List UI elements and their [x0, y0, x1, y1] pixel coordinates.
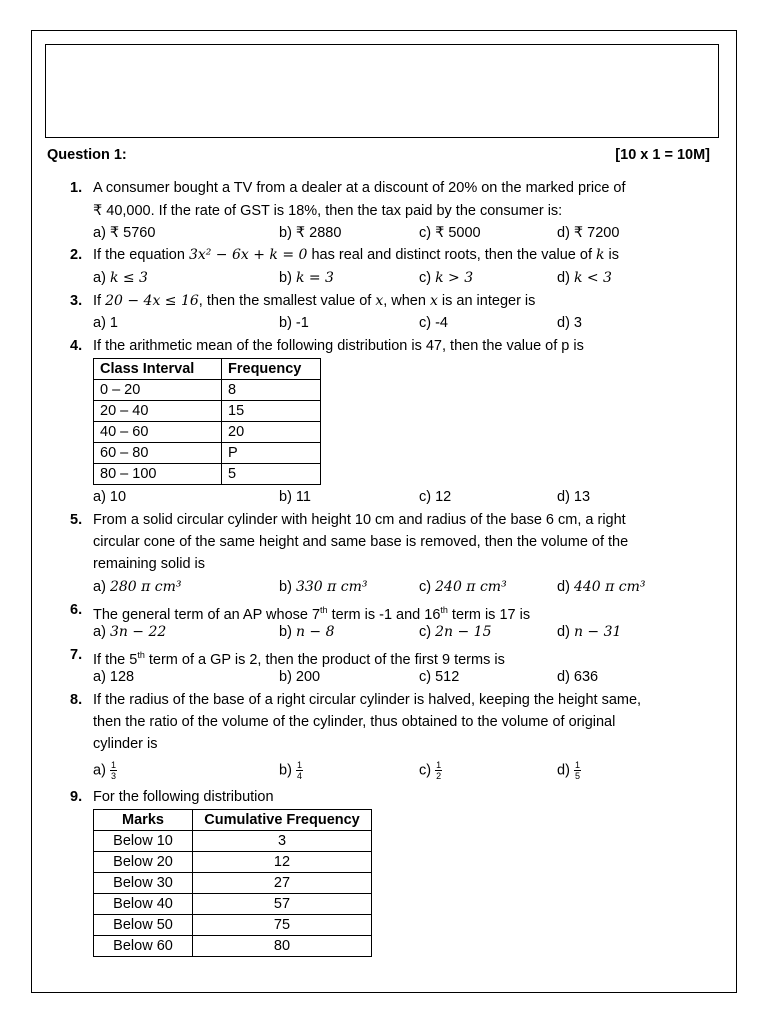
q2-var: k: [596, 247, 605, 263]
q2-line-1: [93, 245, 619, 265]
q2-text-pre: If the equation: [93, 247, 189, 263]
table-cell: Below 30: [94, 873, 193, 894]
q5-line-1: From a solid circular cylinder with height 10 cm and radius of the base 6 cm, a right: [93, 512, 626, 528]
q8-option-b-label: b): [279, 762, 292, 779]
q2-number: 2.: [70, 247, 83, 263]
fraction-denominator: 4: [296, 771, 302, 781]
table-cell: 57: [193, 894, 372, 915]
q8-option-d-fraction: [574, 760, 581, 781]
table-cell: 40 – 60: [94, 422, 222, 443]
q9-number: 9.: [70, 789, 83, 805]
question-label: Question 1:: [47, 147, 127, 163]
fraction-numerator: 1: [574, 760, 580, 770]
q6-option-b-expr: n − 8: [295, 624, 335, 640]
q2-option-b-expr: k = 3: [295, 270, 334, 286]
q8-line-1: If the radius of the base of a right circular cylinder is halved, keeping the height same,: [93, 692, 642, 708]
q6-option-d-expr: n − 31: [573, 624, 622, 640]
table-row: [94, 873, 372, 894]
q4-option-b: b) 11: [279, 489, 311, 505]
q5-number: 5.: [70, 512, 83, 528]
table-cell: 15: [222, 401, 321, 422]
q6-sup-1: th: [320, 605, 328, 615]
q8-option-c-fraction: [435, 760, 442, 781]
q6-text-pre: The general term of an AP whose 7: [93, 606, 321, 623]
table-header-cell: Class Interval: [94, 359, 222, 380]
q5-option-b: [279, 577, 368, 597]
q5-option-d-label: d): [557, 579, 570, 595]
q6-option-d-label: d): [557, 624, 570, 640]
q7-option-c: c) 512: [419, 669, 460, 685]
table-cell: Below 10: [94, 831, 193, 852]
q5-option-d-expr: 440 π cm³: [573, 579, 646, 595]
q3-line-1: [93, 291, 535, 311]
q3-option-b: b) -1: [279, 315, 309, 331]
q2-option-c-label: c): [419, 270, 432, 286]
table-cell: 3: [193, 831, 372, 852]
header-box: [45, 44, 719, 138]
q6-option-c: [419, 622, 492, 642]
table-cell: 5: [222, 464, 321, 485]
fraction-numerator: 1: [296, 760, 302, 770]
q3-option-c: c) -4: [419, 315, 448, 331]
q4-option-d: d) 13: [557, 489, 591, 505]
q5-option-c-expr: 240 π cm³: [435, 579, 507, 595]
q6-text-mid: term is -1 and 16: [327, 606, 441, 623]
q1-option-d: d) ₹ 7200: [557, 225, 620, 241]
q3-text-mid-2: , when: [383, 293, 430, 309]
table-row: [94, 852, 372, 873]
table-row: [94, 936, 372, 957]
table-row: [94, 464, 321, 485]
q2-option-a: [93, 268, 148, 288]
table-cell: 12: [193, 852, 372, 873]
q6-option-b: [279, 622, 335, 642]
q7-text-end: term of a GP is 2, then the product of the first 9 terms is: [144, 651, 505, 668]
q6-sup-2: th: [440, 605, 448, 615]
fraction-denominator: 3: [110, 771, 116, 781]
q8-option-b-fraction: [296, 760, 303, 781]
q6-option-a: [93, 622, 166, 642]
q1-line-1: A consumer bought a TV from a dealer at a discount of 20% on the marked price of: [93, 180, 626, 196]
q8-option-c: [419, 760, 442, 781]
q8-option-a-fraction: [110, 760, 117, 781]
q7-option-d: d) 636: [557, 669, 599, 685]
q5-line-3: remaining solid is: [93, 556, 206, 572]
table-header-cell: Cumulative Frequency: [193, 810, 372, 831]
q8-option-b: [279, 760, 303, 781]
table-cell: 0 – 20: [94, 380, 222, 401]
table-header-cell: Marks: [94, 810, 193, 831]
q3-text-end: is an integer is: [437, 293, 536, 309]
table-cell: 20: [222, 422, 321, 443]
q8-number: 8.: [70, 692, 83, 708]
table-row: [94, 894, 372, 915]
q2-text-post: has real and distinct roots, then the value of: [307, 247, 597, 263]
q5-option-c: [419, 577, 507, 597]
q8-option-d-label: d): [557, 762, 570, 779]
q2-text-end: is: [604, 247, 620, 263]
table-cell: 80 – 100: [94, 464, 222, 485]
q5-option-a-label: a): [93, 579, 106, 595]
q8-line-3: cylinder is: [93, 736, 158, 752]
q6-option-d: [557, 622, 621, 642]
table-row: [94, 443, 321, 464]
q2-option-b: [279, 268, 334, 288]
q1-line-2: ₹ 40,000. If the rate of GST is 18%, then the tax paid by the consumer is:: [93, 203, 563, 219]
q2-option-c-expr: k > 3: [435, 270, 474, 286]
q4-option-c: c) 12: [419, 489, 452, 505]
q6-option-c-label: c): [419, 624, 432, 640]
table-header-row: [94, 810, 372, 831]
table-cell: P: [222, 443, 321, 464]
q5-line-2: circular cone of the same height and same base is removed, then the volume of the: [93, 534, 629, 550]
q7-sup: th: [137, 650, 145, 660]
q5-option-b-label: b): [279, 579, 292, 595]
table-header-row: [94, 359, 321, 380]
q4-line-1: If the arithmetic mean of the following distribution is 47, then the value of p is: [93, 338, 584, 354]
q8-option-c-label: c): [419, 762, 432, 779]
q6-option-c-expr: 2n − 15: [435, 624, 492, 640]
table-cell: 75: [193, 915, 372, 936]
table-cell: Below 20: [94, 852, 193, 873]
q3-var-2: x: [429, 293, 438, 309]
table-cell: Below 40: [94, 894, 193, 915]
q5-option-d: [557, 577, 646, 597]
q6-option-b-label: b): [279, 624, 292, 640]
q8-option-d: [557, 760, 581, 781]
fraction-denominator: 5: [574, 771, 580, 781]
table-cell: 20 – 40: [94, 401, 222, 422]
q6-option-a-label: a): [93, 624, 106, 640]
q2-option-d-label: d): [557, 270, 570, 286]
q2-equation: 3x² − 6x + k = 0: [188, 247, 308, 263]
table-cell: 80: [193, 936, 372, 957]
q2-option-b-label: b): [279, 270, 292, 286]
table-cell: 8: [222, 380, 321, 401]
q6-option-a-expr: 3n − 22: [109, 624, 167, 640]
q5-option-c-label: c): [419, 579, 432, 595]
q7-text-pre: If the 5: [93, 651, 138, 668]
table-cell: Below 60: [94, 936, 193, 957]
q7-option-a: a) 128: [93, 669, 135, 685]
q6-text-end: term is 17 is: [447, 606, 531, 623]
q8-option-a-label: a): [93, 762, 106, 779]
q9-line-1: For the following distribution: [93, 789, 274, 805]
table-header-cell: Frequency: [222, 359, 321, 380]
q1-option-b: b) ₹ 2880: [279, 225, 342, 241]
q3-equation: 20 − 4x ≤ 16: [105, 293, 199, 309]
q5-option-a-expr: 280 π cm³: [109, 579, 182, 595]
q2-option-a-expr: k ≤ 3: [109, 270, 148, 286]
q5-option-a: [93, 577, 182, 597]
table-row: [94, 380, 321, 401]
q3-text-pre: If: [93, 293, 106, 309]
q7-number: 7.: [70, 647, 83, 663]
cumulative-frequency-table: [93, 809, 372, 957]
table-row: [94, 831, 372, 852]
fraction-numerator: 1: [110, 760, 116, 770]
class-interval-table: [93, 358, 321, 485]
table-row: [94, 401, 321, 422]
q1-option-a: a) ₹ 5760: [93, 225, 156, 241]
q2-option-d: [557, 268, 612, 288]
q3-text-mid: , then the smallest value of: [198, 293, 376, 309]
q8-line-2: then the ratio of the volume of the cylinder, thus obtained to the volume of original: [93, 714, 616, 730]
q8-option-a: [93, 760, 117, 781]
q2-option-c: [419, 268, 473, 288]
q4-option-a: a) 10: [93, 489, 127, 505]
q1-option-c: c) ₹ 5000: [419, 225, 481, 241]
q3-number: 3.: [70, 293, 83, 309]
q3-option-a: a) 1: [93, 315, 118, 331]
q3-var-1: x: [375, 293, 384, 309]
table-cell: Below 50: [94, 915, 193, 936]
q6-number: 6.: [70, 602, 83, 618]
q2-option-a-label: a): [93, 270, 106, 286]
q3-option-d: d) 3: [557, 315, 582, 331]
q5-option-b-expr: 330 π cm³: [295, 579, 368, 595]
fraction-numerator: 1: [436, 760, 442, 770]
table-cell: 60 – 80: [94, 443, 222, 464]
q2-option-d-expr: k < 3: [573, 270, 612, 286]
q7-option-b: b) 200: [279, 669, 321, 685]
table-row: [94, 915, 372, 936]
table-row: [94, 422, 321, 443]
table-cell: 27: [193, 873, 372, 894]
q4-number: 4.: [70, 338, 83, 354]
marks-label: [10 x 1 = 10M]: [615, 147, 710, 163]
q1-number: 1.: [70, 180, 83, 196]
fraction-denominator: 2: [436, 771, 442, 781]
